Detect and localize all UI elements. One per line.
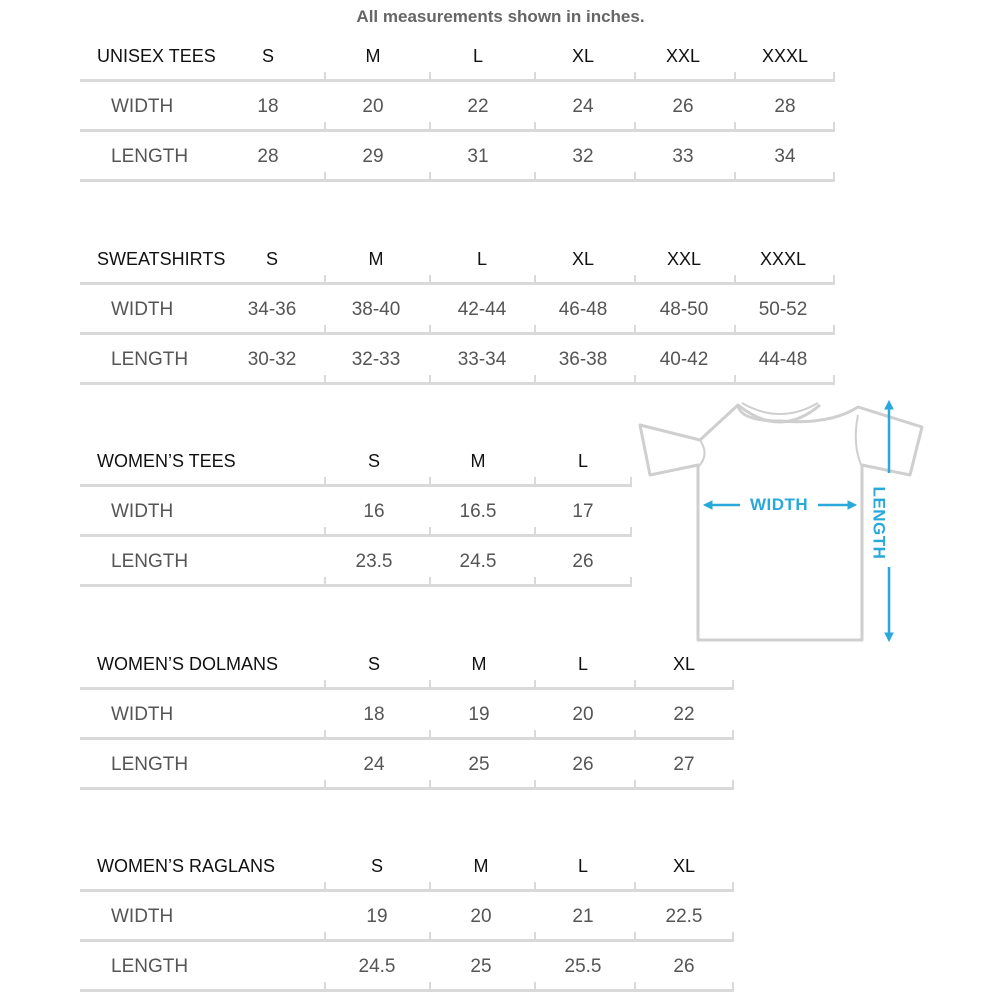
table-row [80,487,632,537]
measurement-cell: 48-50 [659,299,709,320]
measurement-cell: 20 [362,96,384,117]
measurement-cell: 25 [470,956,492,977]
table-row [80,690,734,740]
measurement-caption: All measurements shown in inches. [356,7,645,26]
size-header: S [261,46,274,66]
measurement-cell: 30-32 [247,349,297,370]
measurement-cell: 16.5 [459,501,497,522]
size-header: XXL [665,46,701,66]
table-title: WOMEN’S DOLMANS [97,654,279,674]
size-table-women-s-dolmans [80,640,734,790]
divider-tick [634,172,636,182]
table-row [80,285,835,335]
divider-tick [534,122,536,132]
divider-tick [833,325,835,335]
divider-tick [833,122,835,132]
divider-tick [732,780,734,790]
divider-tick [833,72,835,82]
table-row [80,892,734,942]
divider-tick [634,982,636,992]
divider-tick [324,122,326,132]
size-header: M [471,654,487,674]
divider-tick [734,325,736,335]
divider-tick [534,982,536,992]
measurement-cell: 44-48 [758,349,808,370]
measurement-cell: 24.5 [459,551,497,572]
size-table-women-s-tees [80,437,632,587]
divider-tick [324,680,326,690]
size-header: XXXL [759,249,807,269]
divider-tick [534,72,536,82]
divider-tick [634,72,636,82]
row-divider [80,382,835,385]
table-header-row [80,842,734,892]
divider-tick [429,122,431,132]
measurement-cell: 27 [673,754,695,775]
size-header: M [473,856,489,876]
measurement-cell: 24.5 [358,956,396,977]
divider-tick [324,932,326,942]
divider-tick [534,932,536,942]
divider-tick [534,882,536,892]
row-label: LENGTH [111,754,189,775]
divider-tick [324,375,326,385]
row-label: WIDTH [111,299,174,320]
divider-tick [324,172,326,182]
measurement-cell: 18 [257,96,279,117]
divider-tick [324,72,326,82]
measurement-cell: 24 [572,96,594,117]
width-label: WIDTH [750,495,809,514]
size-header: XL [672,856,696,876]
divider-tick [634,375,636,385]
divider-tick [833,375,835,385]
measurement-cell: 31 [467,146,489,167]
measurement-cell: 22 [467,96,489,117]
measurement-cell: 26 [572,551,594,572]
divider-tick [429,577,431,587]
row-label: LENGTH [111,146,189,167]
measurement-cell: 33 [672,146,694,167]
measurement-cell: 26 [572,754,594,775]
divider-tick [429,172,431,182]
measurement-cell: 24 [363,754,385,775]
table-row [80,82,835,132]
divider-tick [634,882,636,892]
measurement-cell: 19 [468,704,490,725]
measurement-cell: 28 [257,146,279,167]
divider-tick [429,527,431,537]
divider-tick [324,325,326,335]
divider-tick [429,982,431,992]
table-row [80,132,835,182]
divider-tick [429,730,431,740]
table-header-row [80,32,835,82]
divider-tick [534,780,536,790]
divider-tick [634,680,636,690]
size-header: S [367,451,380,471]
divider-tick [429,275,431,285]
row-label: WIDTH [111,906,174,927]
size-header: L [577,856,588,876]
size-header: S [370,856,383,876]
measurement-cell: 33-34 [457,349,507,370]
size-header: L [577,654,588,674]
size-header: S [265,249,278,269]
size-header: L [472,46,483,66]
measurement-cell: 36-38 [558,349,608,370]
measurement-cell: 32 [572,146,594,167]
divider-tick [429,72,431,82]
divider-tick [634,780,636,790]
divider-tick [429,375,431,385]
size-header: XL [672,654,696,674]
divider-tick [429,932,431,942]
table-row [80,537,632,587]
size-table-sweatshirts [80,235,835,385]
row-label: WIDTH [111,501,174,522]
divider-tick [429,325,431,335]
divider-tick [732,982,734,992]
divider-tick [634,325,636,335]
divider-tick [429,680,431,690]
size-header: L [476,249,487,269]
row-label: WIDTH [111,704,174,725]
row-divider [80,584,632,587]
measurement-cell: 32-33 [351,349,401,370]
table-header-row [80,235,835,285]
measurement-cell: 50-52 [758,299,808,320]
measurement-cell: 18 [363,704,385,725]
size-header: XL [571,249,595,269]
row-divider [80,179,835,182]
divider-tick [324,882,326,892]
table-title: SWEATSHIRTS [97,249,226,269]
measurement-cell: 23.5 [355,551,393,572]
divider-tick [324,780,326,790]
divider-tick [534,172,536,182]
measurement-cell: 20 [470,906,492,927]
measurement-cell: 20 [572,704,594,725]
measurement-cell: 26 [673,956,695,977]
row-label: LENGTH [111,551,189,572]
divider-tick [324,527,326,537]
measurement-cell: 42-44 [457,299,507,320]
size-header: M [368,249,384,269]
divider-tick [534,375,536,385]
row-label: LENGTH [111,349,189,370]
measurement-cell: 40-42 [659,349,709,370]
divider-tick [732,932,734,942]
divider-tick [534,275,536,285]
measurement-cell: 26 [672,96,694,117]
row-label: WIDTH [111,96,174,117]
table-row [80,942,734,992]
divider-tick [634,122,636,132]
table-title: UNISEX TEES [97,46,216,66]
measurement-cell: 38-40 [351,299,401,320]
measurement-cell: 22 [673,704,695,725]
size-table-women-s-raglans [80,842,734,992]
size-header: M [470,451,486,471]
divider-tick [833,172,835,182]
size-header: L [577,451,588,471]
divider-tick [833,275,835,285]
table-title: WOMEN’S RAGLANS [97,856,276,876]
measurement-cell: 25 [468,754,490,775]
size-header: M [365,46,381,66]
divider-tick [734,275,736,285]
divider-tick [429,477,431,487]
measurement-cell: 34-36 [247,299,297,320]
size-header: XXXL [761,46,809,66]
table-header-row [80,437,632,487]
divider-tick [429,882,431,892]
divider-tick [534,325,536,335]
divider-tick [734,172,736,182]
size-header: XL [571,46,595,66]
divider-tick [324,577,326,587]
row-label: LENGTH [111,956,189,977]
measurement-cell: 29 [362,146,384,167]
divider-tick [732,882,734,892]
divider-tick [734,122,736,132]
divider-tick [324,982,326,992]
divider-tick [534,730,536,740]
divider-tick [534,680,536,690]
length-label: LENGTH [869,486,889,560]
divider-tick [732,730,734,740]
measurement-cell: 25.5 [564,956,602,977]
divider-tick [429,780,431,790]
divider-tick [634,275,636,285]
divider-tick [534,577,536,587]
table-row [80,740,734,790]
measurement-cell: 34 [774,146,796,167]
measurement-cell: 21 [572,906,594,927]
divider-tick [634,730,636,740]
measurement-cell: 28 [774,96,796,117]
size-table-unisex-tees [80,32,835,182]
divider-tick [734,72,736,82]
table-row [80,335,835,385]
measurement-cell: 17 [572,501,594,522]
divider-tick [324,477,326,487]
divider-tick [732,680,734,690]
divider-tick [734,375,736,385]
measurement-cell: 19 [366,906,388,927]
measurement-cell: 22.5 [665,906,703,927]
table-title: WOMEN’S TEES [97,451,236,471]
measurement-cell: 46-48 [558,299,608,320]
divider-tick [324,730,326,740]
divider-tick [634,932,636,942]
tshirt-diagram [630,395,930,655]
size-header: XXL [666,249,702,269]
divider-tick [534,477,536,487]
size-header: S [367,654,380,674]
measurement-cell: 16 [363,501,385,522]
divider-tick [324,275,326,285]
divider-tick [534,527,536,537]
